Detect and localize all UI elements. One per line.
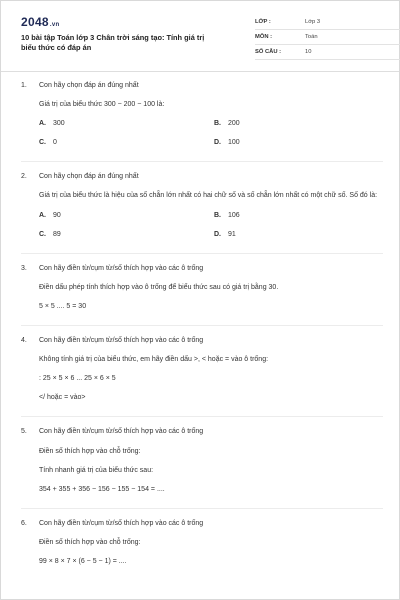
answer-option-b[interactable] [214,211,374,220]
answer-text: 106 [228,211,240,219]
question-instruction: Con hãy điền từ/cụm từ/số thích hợp vào các ô trống [39,428,204,436]
meta-label: MÔN : [255,34,273,40]
meta-row-grade [255,17,400,30]
question-6 [21,519,383,566]
answer-letter: C. [39,139,46,147]
page-title: 10 bài tập Toán lớp 3 Chân trời sáng tạo: Tính giá trị biểu thức có đáp án [21,33,205,52]
question-4 [21,336,383,402]
meta-label: SỐ CÂU : [255,49,282,55]
answer-option-a[interactable] [39,211,214,220]
question-list [21,81,383,580]
question-instruction: Con hãy chọn đáp án đúng nhất [39,82,139,89]
meta-value: Lớp 3 [305,19,321,25]
meta-value: 10 [305,49,312,55]
question-header [21,81,383,90]
question-instruction: Con hãy điền từ/cụm từ/số thích hợp vào các ô trống [39,337,204,345]
question-expression[interactable]: 5 × 5 .... 5 = 30 [39,302,87,310]
question-number: 3. [21,264,27,272]
question-expression[interactable]: : 25 × 5 × 6 ... 25 × 6 × 5 [39,375,116,383]
question-hint: </ hoặc = vào> [39,394,86,402]
question-text: Điền dấu phép tính thích hợp vào ô trống để biểu thức sau có giá trị bằng 30. [39,283,279,291]
question-number: 1. [21,82,27,89]
answer-options [39,211,383,239]
answer-option-b[interactable] [214,119,374,128]
question-1 [21,81,383,147]
answer-letter: B. [214,211,221,219]
answer-text: 0 [53,139,57,147]
question-3 [21,264,383,311]
question-5 [21,427,383,493]
meta-row-count [255,47,400,60]
question-text: Điền số thích hợp vào chỗ trống: [39,447,141,455]
logo-text: 2048 [21,15,49,29]
question-instruction: Con hãy điền từ/cụm từ/số thích hợp vào các ô trống [39,519,204,527]
answer-option-c[interactable] [39,138,214,147]
site-logo[interactable] [21,15,59,31]
question-header [21,336,383,345]
answer-text: 91 [228,230,236,238]
answer-options [39,119,383,147]
question-number: 4. [21,337,27,345]
answer-letter: C. [39,230,46,238]
answer-letter: D. [214,230,221,238]
question-header [21,264,383,273]
answer-option-c[interactable] [39,230,214,239]
answer-text: 89 [53,230,61,238]
answer-letter: B. [214,120,221,128]
question-divider [21,508,383,509]
answer-option-a[interactable] [39,119,214,128]
question-subtext: Tính nhanh giá trị của biểu thức sau: [39,466,154,474]
answer-text: 100 [228,139,240,147]
question-text: Giá trị của biểu thức là hiệu của số chẵn lớn nhất có hai chữ số và số chẵn lớn nhất có một chữ số. Số đó là: [39,192,378,200]
answer-text: 200 [228,120,240,128]
question-divider [21,325,383,326]
question-header [21,519,383,528]
question-divider [21,253,383,254]
worksheet-header [21,15,361,67]
question-text: Giá trị của biểu thức 300 − 200 − 100 là: [39,101,165,109]
question-number: 6. [21,519,27,527]
question-expression[interactable]: 354 + 355 + 356 − 156 − 155 − 154 = .... [39,485,165,493]
answer-option-d[interactable] [214,138,374,147]
question-divider [21,161,383,162]
answer-letter: D. [214,139,221,147]
question-divider [21,416,383,417]
question-header [21,427,383,436]
answer-text: 90 [53,211,61,219]
answer-option-d[interactable] [214,230,374,239]
meta-value: Toán [305,34,318,40]
header-divider [1,71,399,72]
question-number: 5. [21,428,27,436]
worksheet-meta [255,17,400,62]
question-expression[interactable]: 99 × 8 × 7 × (6 − 5 − 1) = .... [39,557,127,565]
question-number: 2. [21,173,27,181]
question-text: Không tính giá trị của biểu thức, em hãy điền dấu >, < hoặc = vào ô trống: [39,356,269,364]
answer-letter: A. [39,211,46,219]
question-instruction: Con hãy chọn đáp án đúng nhất [39,173,139,181]
question-2 [21,172,383,238]
meta-label: LỚP : [255,19,271,25]
question-instruction: Con hãy điền từ/cụm từ/số thích hợp vào các ô trống [39,264,204,272]
answer-text: 300 [53,120,65,128]
question-text: Điền số thích hợp vào chỗ trống: [39,538,141,546]
answer-letter: A. [39,120,46,128]
meta-row-subject [255,32,400,45]
logo-suffix: .vn [49,22,60,28]
question-header [21,172,383,181]
